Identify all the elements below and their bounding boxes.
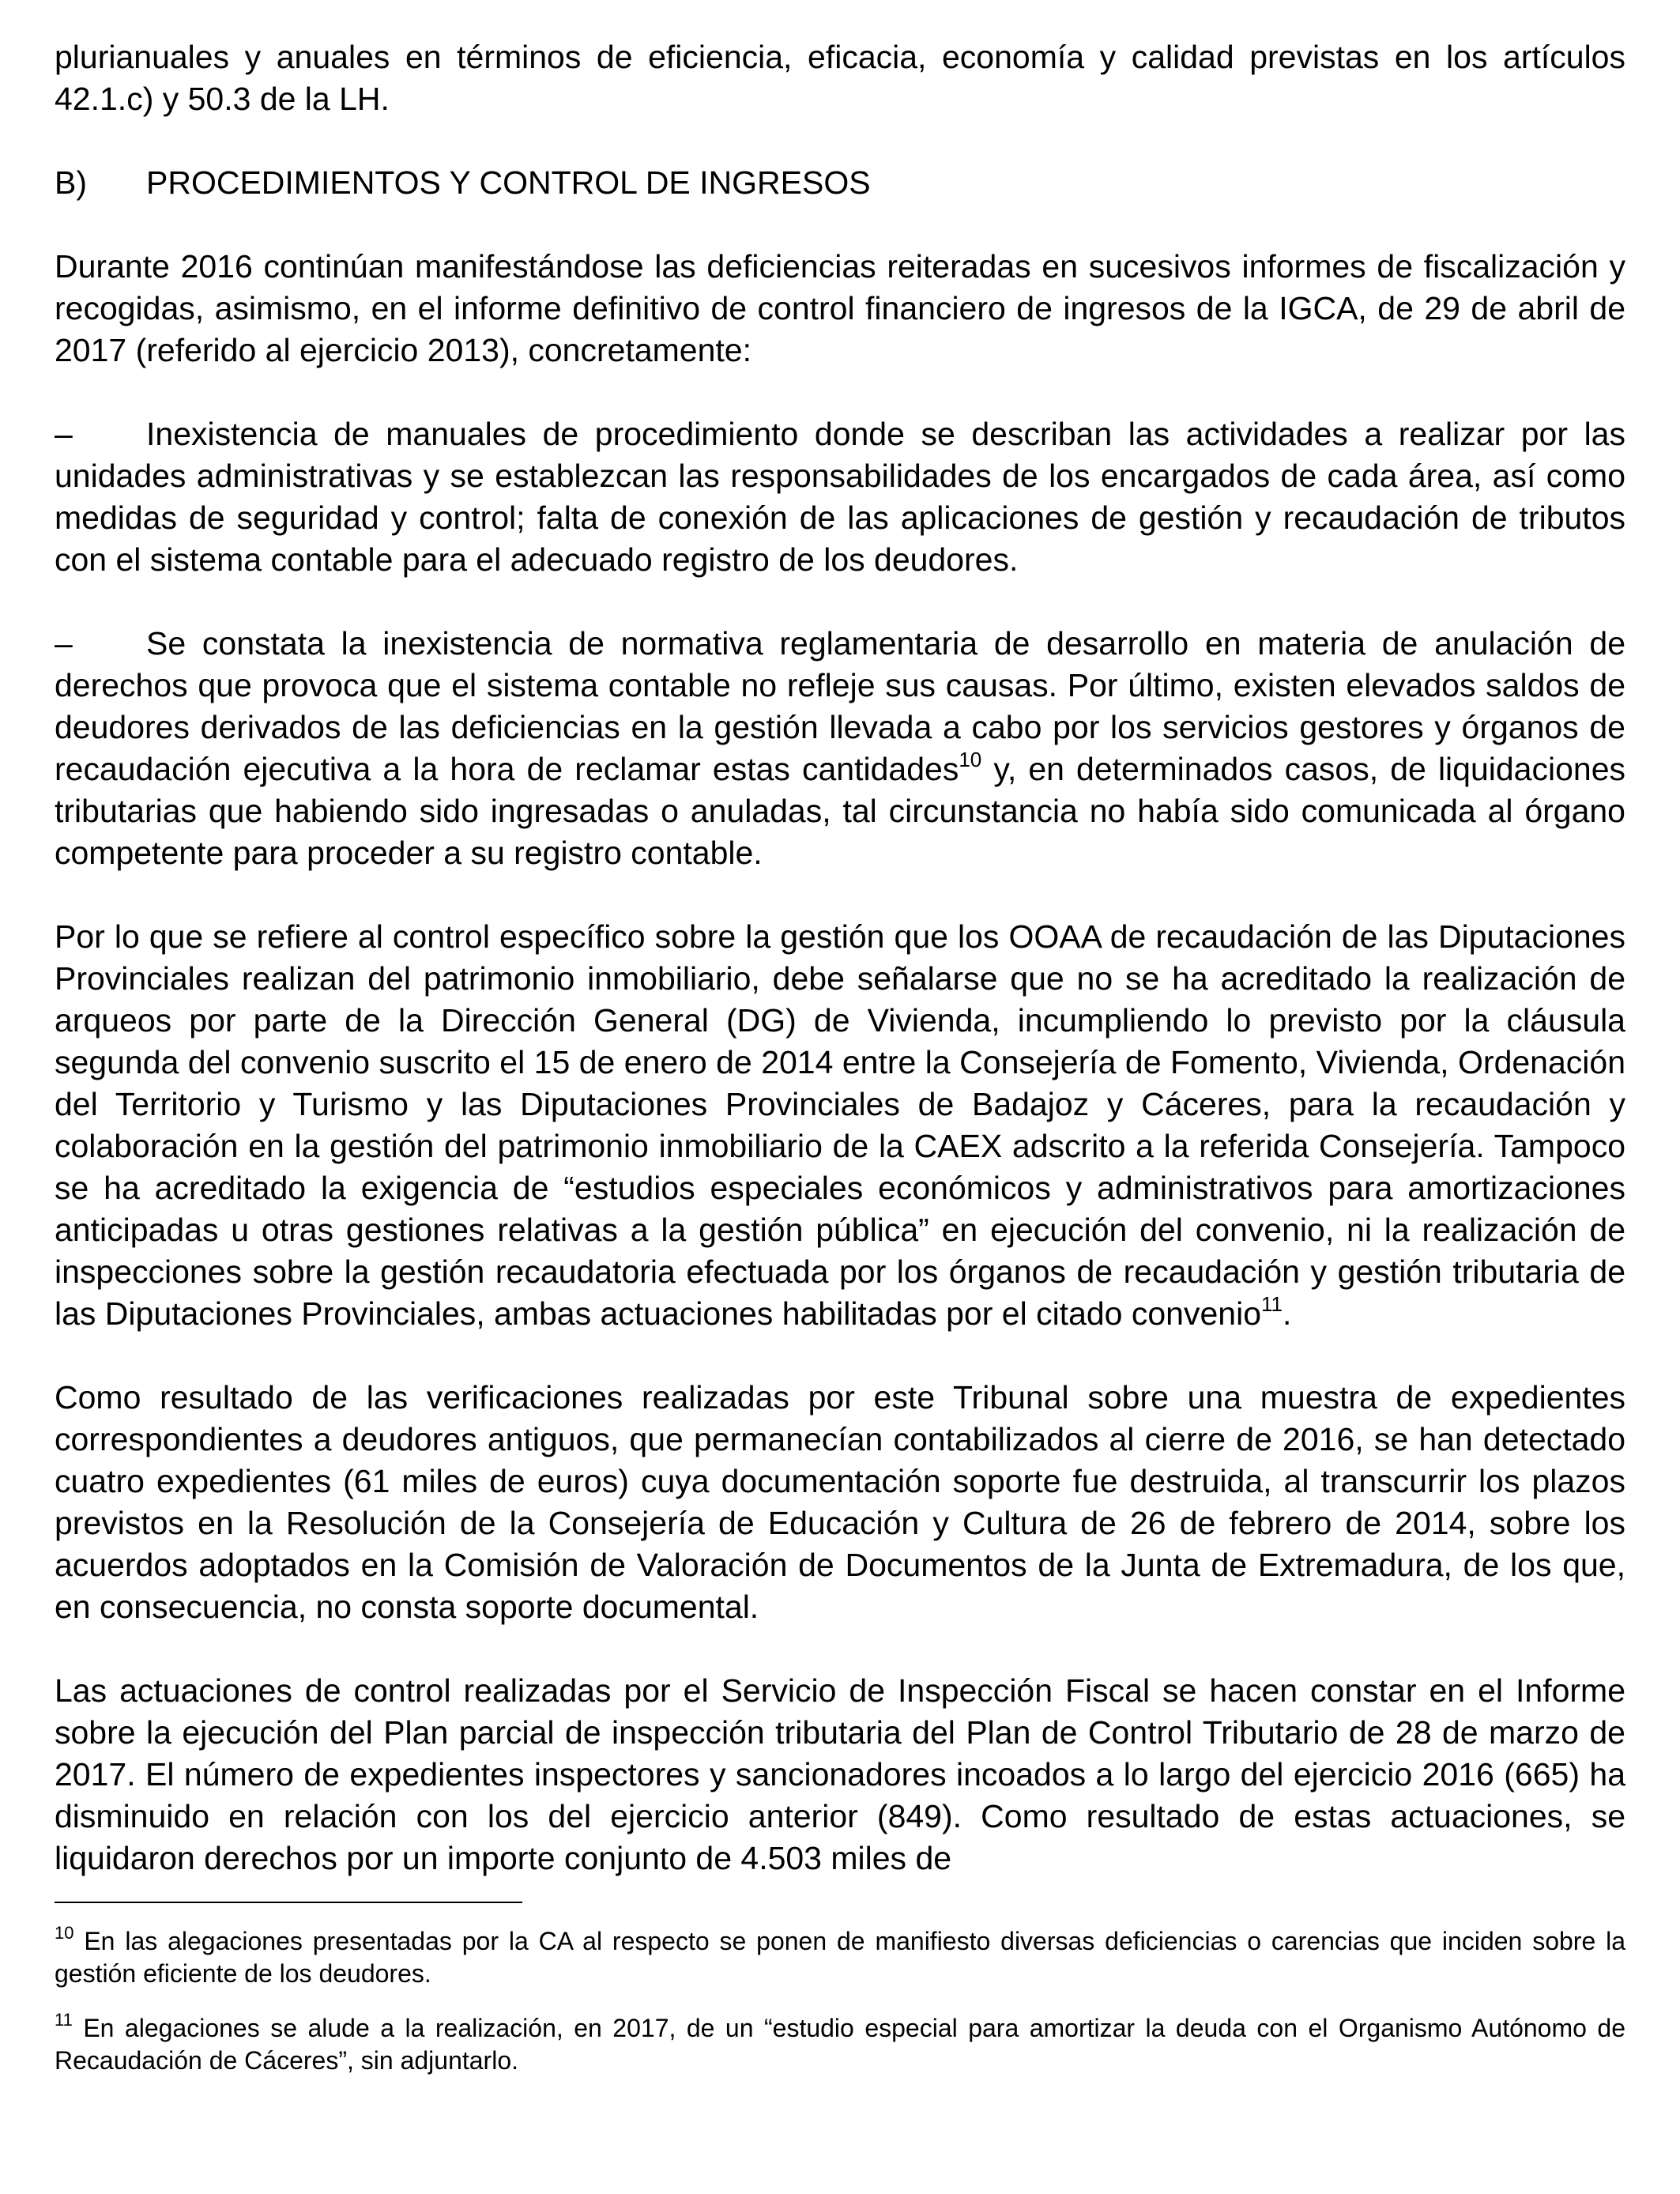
paragraph-text: Por lo que se refiere al control específico sobre la gestión que los OOAA de recaudación de las Diputaciones Provinciales realizan del patrimonio inmobiliario, debe señalarse que no se ha acreditado la realización de arqueos por parte de la Dirección General (DG) de Vivienda, incumpliendo lo previsto por la cláusula segunda del convenio suscrito el 15 de enero de 2014 entre la Consejería de Fomento, Vivienda, Ordenación del Territorio y Turismo y las Diputaciones Provinciales de Badajoz y Cáceres, para la recaudación y colaboración en la gestión del patrimonio inmobiliario de la CAEX adscrito a la referida Consejería. Tampoco se ha acreditado la exigencia de “estudios especiales económicos y administrativos para amortizaciones anticipadas u otras gestiones relativas a la gestión pública” en ejecución del convenio, ni la realización de inspecciones sobre la gestión recaudatoria efectuada por los órganos de recaudación y gestión tributaria de las Diputaciones Provinciales, ambas actuaciones habilitadas por el citado convenio bbox=[55, 918, 1625, 1332]
footnotes bbox=[55, 1925, 1625, 2077]
footnote-10 bbox=[55, 1925, 1625, 1990]
footnote-number: 11 bbox=[55, 2010, 73, 2030]
bullet-item-normativa bbox=[55, 623, 1625, 874]
section-title: PROCEDIMIENTOS Y CONTROL DE INGRESOS bbox=[146, 164, 871, 201]
paragraph-ooaa bbox=[55, 916, 1625, 1335]
bullet-item-text: Inexistencia de manuales de procedimiento donde se describan las actividades a realizar por las unidades administrativas y se establezcan las responsabilidades de los encargados de cada área, así como medidas de seguridad y control; falta de conexión de las aplicaciones de gestión y recaudación de tributos con el sistema contable para el adecuado registro de los deudores. bbox=[55, 416, 1625, 578]
paragraph-inspeccion: Las actuaciones de control realizadas por el Servicio de Inspección Fiscal se hacen constar en el Informe sobre la ejecución del Plan parcial de inspección tributaria del Plan de Control Tributario de 28 de marzo de 2017. El número de expedientes inspectores y sancionadores incoados a lo largo del ejercicio 2016 (665) ha disminuido en relación con los del ejercicio anterior (849). Como resultado de estas actuaciones, se liquidaron derechos por un importe conjunto de 4.503 miles de bbox=[55, 1672, 1625, 1876]
section-heading bbox=[55, 162, 1625, 204]
intro-paragraph: Durante 2016 continúan manifestándose las deficiencias reiteradas en sucesivos informes de fiscalización y recogidas, asimismo, en el informe definitivo de control financiero de ingresos de la IGCA, de 29 de abril de 2017 (referido al ejercicio 2013), concretamente: bbox=[55, 248, 1625, 368]
footnote-divider bbox=[55, 1902, 522, 1903]
section-marker: B) bbox=[55, 164, 87, 201]
continuation-paragraph: plurianuales y anuales en términos de eficiencia, eficacia, economía y calidad previstas en los artículos 42.1.c) y 50.3 de la LH. bbox=[55, 39, 1625, 117]
bullet-item-manuales bbox=[55, 413, 1625, 581]
dash-bullet-icon: – bbox=[55, 416, 73, 452]
footnote-ref-11[interactable]: 11 bbox=[1261, 1292, 1283, 1317]
footnote-number: 10 bbox=[55, 1923, 74, 1943]
footnote-11 bbox=[55, 2012, 1625, 2077]
paragraph-expedientes: Como resultado de las verificaciones realizadas por este Tribunal sobre una muestra de expedientes correspondientes a deudores antiguos, que permanecían contabilizados al cierre de 2016, se han detectado cuatro expedientes (61 miles de euros) cuya documentación soporte fue destruida, al transcurrir los plazos previstos en la Resolución de la Consejería de Educación y Cultura de 26 de febrero de 2014, sobre los acuerdos adoptados en la Comisión de Valoración de Documentos de la Junta de Extremadura, de los que, en consecuencia, no consta soporte documental. bbox=[55, 1379, 1625, 1625]
footnote-ref-10[interactable]: 10 bbox=[959, 748, 982, 772]
footnote-text: En alegaciones se alude a la realización, en 2017, de un “estudio especial para amortizar la deuda con el Organismo Autónomo de Recaudación de Cáceres”, sin adjuntarlo. bbox=[55, 2014, 1625, 2075]
footnote-text: En las alegaciones presentadas por la CA al respecto se ponen de manifiesto diversas deficiencias o carencias que inciden sobre la gestión eficiente de los deudores. bbox=[55, 1927, 1625, 1988]
bullet-item-text: Se constata la inexistencia de normativa reglamentaria de desarrollo en materia de anulación de derechos que provoca que el sistema contable no refleje sus causas. Por último, existen elevados saldos de deudores derivados de las deficiencias en la gestión llevada a cabo por los servicios gestores y órganos de recaudación ejecutiva a la hora de reclamar estas cantidades bbox=[55, 625, 1625, 787]
bullet-item-text-cont: y, en determinados casos, de liquidaciones tributarias que habiendo sido ingresadas o anuladas, tal circunstancia no había sido comunicada al órgano competente para proceder a su registro contable. bbox=[55, 751, 1625, 871]
dash-bullet-icon: – bbox=[55, 625, 73, 662]
paragraph-end: . bbox=[1283, 1295, 1292, 1332]
